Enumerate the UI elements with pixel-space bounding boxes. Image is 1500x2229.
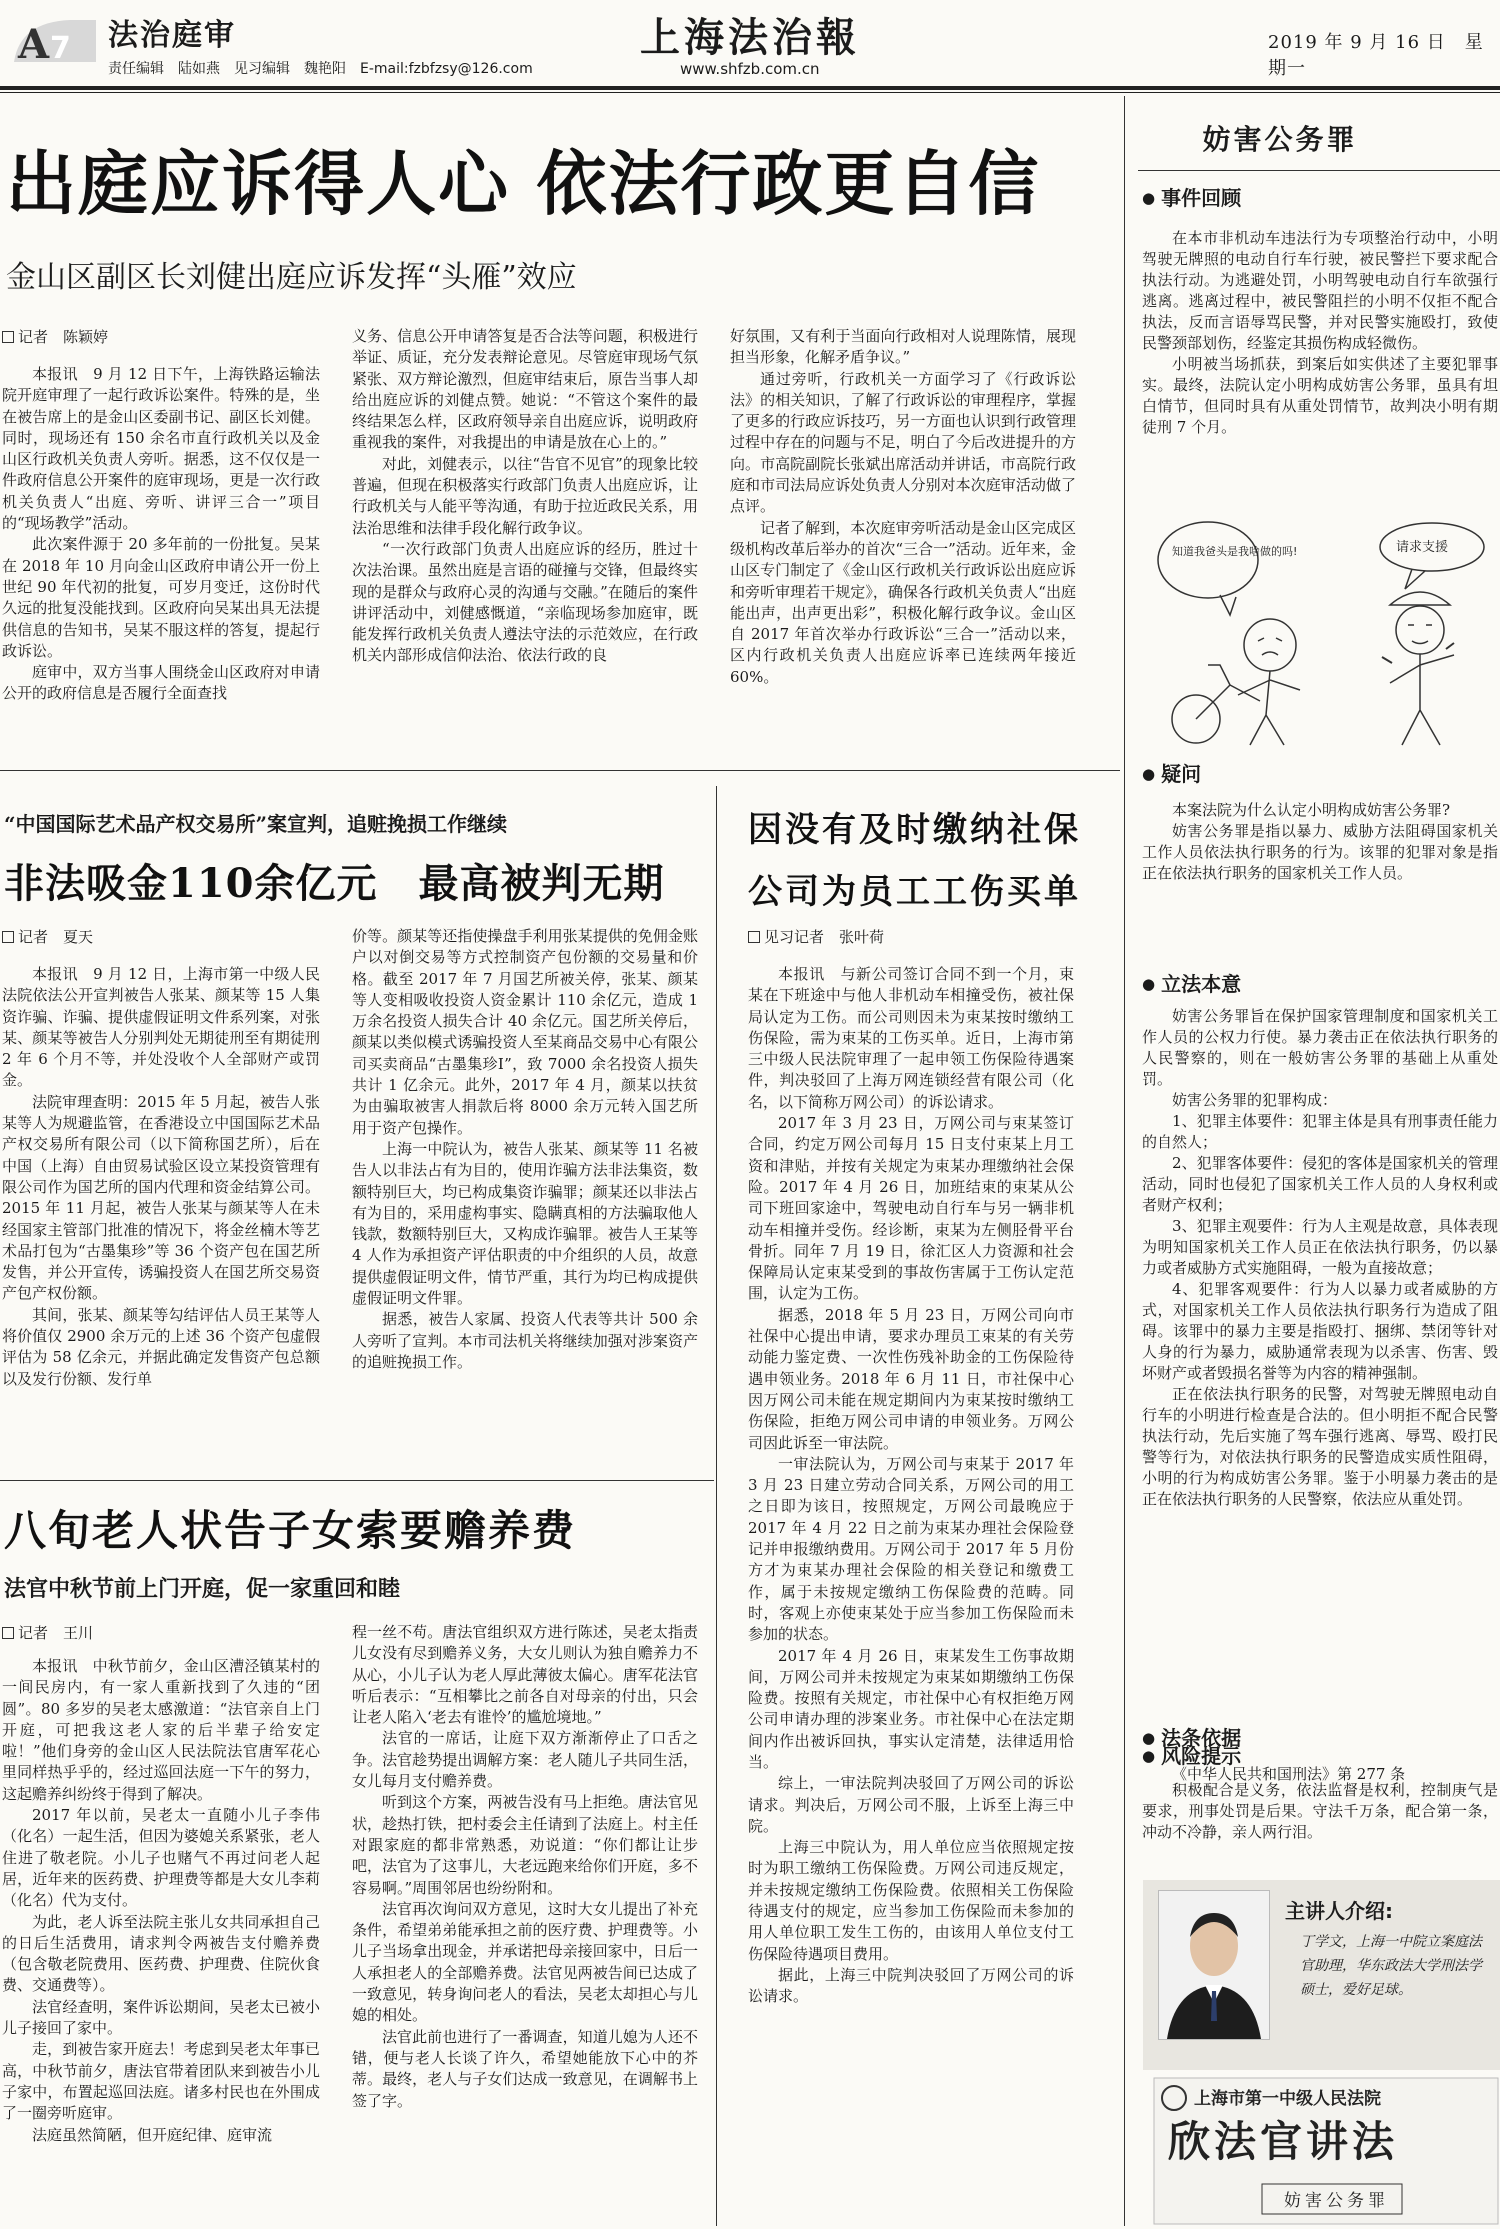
story4-byline-text: 记者 王川 [18,1624,94,1642]
paragraph: 妨害公务罪是指以暴力、威胁方法阻碍国家机关工作人员依法执行职务的行为。该罪的犯罪对象是指正在依法执行职务的国家机关工作人员。 [1142,822,1498,882]
sidebar-heading-legal-basis: ● 法条依据 [1142,1722,1241,1751]
paragraph: 上海一中院认为，被告人张某、颜某等 11 名被告人以非法占有为目的，使用诈骗方法非法集资，数额特别巨大，均已构成集资诈骗罪；颜某还以非法占有为目的，采用虚构事实、隐瞒真相的方法骗取他人钱款，数额特别巨大，又构成诈骗罪。被告人王某等 4 人作为承担资产评估职责的中介组织的人员，故意提供虚假证明文件，情节严重，其行为均已构成提供虚假证明文件罪。 [352,1139,698,1308]
story1-column-2 [352,326,698,756]
story2-kicker: “中国国际艺术品产权交易所”案宣判，追赃挽损工作继续 [4,812,508,836]
paragraph: 本报讯 中秋节前夕，金山区漕泾镇某村的一间民房内，有一家人重新找到了久违的“团圆”。80 多岁的吴老太感激道：“法官亲自上门开庭，可把我这老人家的后半辈子给安定啦！”他们身旁的金山区人民法院法官唐军花心里同样热乎乎的，经过巡回法庭一下午的努力，这起赡养纠纷终于得到了解决。 [2,1657,320,1803]
story2-column-1 [2,964,320,1452]
story1-subhead: 金山区副区长刘健出庭应诉发挥“头雁”效应 [6,260,577,295]
column-brand [1152,2076,1500,2226]
brand-title: 欣法官讲法 [1168,2117,1399,2166]
cartoon-illustration [1150,505,1490,750]
paragraph: 积极配合是义务，依法监督是权利，控制庚气是要求，刑事处罚是后果。守法千万条，配合第一条，冲动不冷静，亲人两行泪。 [1142,1781,1498,1841]
byline-box-icon [2,331,14,343]
paragraph: 听到这个方案，两被告没有马上拒绝。唐法官见状，趁热打铁，把村委会主任请到了法庭上。村主任对跟家庭的都非常熟悉，劝说道：“你们都让让步吧，法官为了这事儿，大老远跑来给你们开庭，多不容易啊。”周围邻居也纷纷附和。 [352,1793,698,1897]
newspaper-url[interactable]: www.shfzb.com.cn [680,60,820,78]
story3-byline-text: 见习记者 张叶荷 [764,928,885,946]
sidebar-title: 妨害公务罪 [1202,123,1358,156]
story3-divider [716,786,717,2226]
byline-box-icon [2,1627,14,1639]
newspaper-logo: 上海法治報 [640,14,860,61]
paragraph: 法官经查明，案件诉讼期间，吴老太已被小儿子接回了家中。 [2,1997,320,2038]
story2-byline-text: 记者 夏天 [18,928,94,946]
byline-box-icon [748,931,760,943]
story3-headline-line2: 公司为员工工伤买单 [748,872,1081,912]
story1-byline-text: 记者 陈颖婷 [18,328,109,346]
paragraph: 妨害公务罪的犯罪构成： [1172,1091,1338,1109]
story4-column-1 [2,1656,320,2226]
story4-subhead: 法官中秋节前上门开庭，促一家重回和睦 [4,1576,401,1602]
paragraph: 法官再次询问双方意见，这时大女儿提出了补充条件，希望弟弟能承担之前的医疗费、护理费等。小儿子当场拿出现金，并承诺把母亲接回家中，日后一人承担老人的全部赡养费。法官见两被告间已达成了一致意见，转身询问老人的看法，吴老太却担心与儿媳的相处。 [352,1899,698,2025]
paragraph: 本报讯 9 月 12 日，上海市第一中级人民法院依法公开宣判被告人张某、颜某等 15 人集资诈骗、诈骗、提供虚假证明文件系列案，对张某、颜某等被告人分别判处无期徒刑至有期徒刑 2 年 6 个月不等，并处没收个人全部财产或罚金。 [2,965,320,1090]
story3-column [748,964,1074,2226]
paragraph: 此次案件源于 20 多年前的一份批复。吴某在 2018 年 10 月向金山区政府申请公开一份上世纪 90 年代初的批复，可岁月变迁，这份时代久远的批复没能找到。区政府向吴某出具无法提供信息的告知书，吴某不服这样的答复，提起行政诉讼。 [2,535,320,660]
story3-headline-line1: 因没有及时缴纳社保 [748,810,1081,850]
paragraph: 2、犯罪客体要件：侵犯的客体是国家机关的管理活动，同时也侵犯了国家机关工作人员的人身权利或者财产权利； [1142,1154,1498,1214]
story1-headline: 出庭应诉得人心 依法行政更自信 [6,142,1041,225]
paragraph: 正在依法执行职务的民警，对驾驶无牌照电动自行车的小明进行检查是合法的。但小明拒不配合民警执法行动，先后实施了驾车强行逃离、辱骂、殴打民警等行为，对依法执行职务的民警造成实质性阻碍，小明的行为构成妨害公务罪。鉴于小明暴力袭击的是正在依法执行职务的人民警察，依法应从重处罚。 [1142,1385,1498,1508]
story2-rule [0,1480,714,1481]
paragraph: 3、犯罪主观要件：行为人主观是故意，具体表现为明知国家机关工作人员正在依法执行职务，仍以暴力或者威胁方式实施阻碍，一般为直接故意； [1142,1217,1498,1277]
story2-byline [2,926,93,947]
paragraph: 程一丝不苟。唐法官组织双方进行陈述，吴老太指责儿女没有尽到赡养义务，大女儿则认为独自赡养力不从心，小儿子认为老人厚此薄彼太偏心。唐军花法官听后表示：“互相攀比之前各自对母亲的付出，只会让老人陷入‘老去有谁怜’的尴尬境地。” [352,1623,698,1727]
sidebar-heading-legislative-intent: ● 立法本意 [1142,968,1241,997]
byline-box-icon [2,931,14,943]
paragraph: 通过旁听，行政机关一方面学习了《行政诉讼法》的相关知识，了解了行政诉讼的审理程序，掌握了更多的行政应诉技巧，另一方面也认识到行政管理过程中存在的问题与不足，明白了今后改进提升的方向。市高院副院长张斌出席活动并讲话，市高院行政庭和市司法局应诉处负责人分别对本次庭审活动做了点评。 [730,369,1076,516]
paragraph: 义务、信息公开申请答复是否合法等问题，积极进行举证、质证，充分发表辩论意见。尽管庭审现场气氛紧张、双方辩论激烈，但庭审结束后，原告当事人却给出庭应诉的刘健点赞。她说：“不管这个案件的最终结果怎么样，区政府领导亲自出庭应诉，说明政府重视我的案件，对我提出的申请是放在心上的。” [352,327,698,452]
story1-column-1 [2,364,320,756]
speaker-photo [1158,1890,1270,2040]
brand-subtitle: 妨害公务罪 [1284,2191,1389,2211]
paragraph: 法官此前也进行了一番调查，知道儿媳为人还不错，便与老人长谈了许久，希望她能放下心中的芥蒂。最终，老人与子女们达成一致意见，在调解书上签了字。 [352,2027,698,2110]
story2-column-2 [352,926,698,1452]
paragraph: 综上，一审法院判决驳回了万网公司的诉讼请求。判决后，万网公司不服，上诉至上海三中院。 [748,1774,1074,1835]
paragraph: 走，到被告家开庭去！考虑到吴老太年事已高，中秋节前夕，唐法官带着团队来到被告小儿子家中，布置起巡回法庭。诸多村民也在外围成了一圈旁听庭审。 [2,2040,320,2123]
paragraph: 1、犯罪主体要件：犯罪主体是具有刑事责任能力的自然人； [1142,1112,1498,1151]
paragraph: 2017 年以前，吴老太一直随小儿子李伟（化名）一起生活，但因为婆媳关系紧张，老人住进了敬老院。小儿子也赌气不再过问老人起居，近年来的医药费、护理费等都是大女儿李莉（化名）代为支付。 [2,1806,320,1910]
story4-byline [2,1622,93,1643]
cartoon-bubble-text-1: 知道我爸头是我啥做的吗! [1172,545,1298,558]
paragraph: 对此，刘健表示，以往“告官不见官”的现象比较普遍，但现在积极落实行政部门负责人出庭应诉，让行政机关与人能平等沟通，有助于拉近政民关系，用法治思维和法律手段化解行政争议。 [352,454,698,537]
speaker-title: 主讲人介绍: [1285,1899,1393,1923]
paragraph: 据悉，被告人家属、投资人代表等共计 500 余人旁听了宣判。本市司法机关将继续加强对涉案资产的追赃挽损工作。 [352,1310,698,1371]
speech-bubble-1 [1158,522,1258,598]
paragraph: 《中华人民共和国刑法》第 277 条 [1172,1765,1406,1783]
paragraph: 价等。颜某等还指使操盘手利用张某提供的免佣金账户以对倒交易等方式控制资产包份额的交易量和价格。截至 2017 年 7 月国艺所被关停，张某、颜某等人变相吸收投资人资金累计 110 余亿元，造成 1 万余名投资人损失合计 40 余亿元。国艺所关停后，颜某以类似模式诱骗投资人至某商品交易中心有限公司买卖商品“古墨集珍Ⅰ”，致 7000 余名投资人损失共计 1 亿余元。此外，2017 年 4 月，颜某以扶贫为由骗取被害人捐款后将 8000 余万元转入国艺所用于资产包操作。 [352,927,698,1137]
story3-byline [748,926,884,947]
issue-date: 2019 年 9 月 16 日 星期一 [1268,32,1484,79]
paragraph: 妨害公务罪旨在保护国家管理制度和国家机关工作人员的公权力行使。暴力袭击正在依法执行职务的人民警察的，则在一般妨害公务罪的基础上从重处罚。 [1142,1007,1498,1088]
paragraph: 在本市非机动车违法行为专项整治行动中，小明驾驶无牌照的电动自行车行驶，被民警拦下要求配合执法行动。为逃避处罚，小明驾驶电动自行车欲强行逃离。逃离过程中，被民警阻拦的小明不仅拒不配合执法，反而言语辱骂民警，并对民警实施殴打，致使民警颈部划伤，经鉴定其损伤构成轻微伤。 [1142,229,1498,352]
masthead-rule-thin [0,92,1500,93]
sidebar-question-text [1142,800,1498,884]
paragraph: 本报讯 9 月 12 日下午，上海铁路运输法院开庭审理了一起行政诉讼案件。特殊的是，坐在被告席上的是金山区委副书记、副区长刘健。同时，现场还有 150 余名市直行政机关以及金山区行政机关负责人旁听。据悉，这不仅仅是一件政府信息公开案件的庭审现场，更是一次行政机关负责人“出庭、旁听、讲评三合一”项目的“现场教学”活动。 [2,365,320,533]
paragraph: 一审法院认为，万网公司与束某于 2017 年 3 月 23 日建立劳动合同关系，万网公司的用工之日即为该日，按照规定，万网公司最晚应于 2017 年 4 月 22 日之前为束某办理社会保险登记并申报缴纳费用。万网公司于 2017 年 5 月份方才为束某办理社会保险的相关登记和缴费工作，属于未按规定缴纳工伤保险费的范畴。同时，客观上亦使束某处于应当参加工伤保险而未参加的状态。 [748,1454,1074,1644]
paragraph: 好氛围，又有利于当面向行政相对人说理陈情，展现担当形象，化解矛盾争议。” [730,327,1076,367]
sidebar-review-text [1142,228,1498,438]
page-letter: A [18,21,50,66]
paragraph: “一次行政部门负责人出庭应诉的经历，胜过十次法治课。虽然出庭是言语的碰撞与交锋，但最终实现的是群众与政府心灵的沟通与交融。”在随后的案件讲评活动中，刘健感慨道，“亲临现场参加庭审，既能发挥行政机关负责人遵法守法的示范效应，在行政机关内部形成信仰法治、依法行政的良 [352,539,698,665]
story4-column-2 [352,1622,698,2226]
paragraph: 法院审理查明：2015 年 5 月起，被告人张某等人为规避监管，在香港设立中国国际艺术品产权交易所有限公司（以下简称国艺所），后在中国（上海）自由贸易试验区设立某投资管理有限公司作为国艺所的国内代理和资金结算公司。2015 年 11 月起，被告人张某与颜某等人在未经国家主管部门批准的情况下，将金丝楠木等艺术品打包为“古墨集珍”等 36 个资产包在国艺所发售，并公开宣传，诱骗投资人在国艺所交易资产包产权份额。 [2,1092,320,1303]
sidebar-divider [1124,96,1125,2226]
story2-headline: 非法吸金110余亿元 最高被判无期 [4,860,665,907]
paragraph: 上海三中院认为，用人单位应当依照规定按时为职工缴纳工伤保险费。万网公司违反规定，并未按规定缴纳工伤保险费。依照相关工伤保险待遇支付的规定，应当参加工伤保险而未参加的用人单位职工发生工伤的，由该用人单位支付工伤保险待遇项目费用。 [748,1838,1074,1963]
paragraph: 庭审中，双方当事人围绕金山区政府对申请公开的政府信息是否履行全面查找 [2,663,320,703]
sidebar-heading-risk-tips: ● 风险提示 [1142,1740,1241,1769]
story1-column-3 [730,326,1076,756]
cartoon-bubble-text-2: 请求支援 [1396,540,1449,555]
paragraph: 4、犯罪客观要件：行为人以暴力或者威胁的方式，对国家机关工作人员依法执行职务行为造成了阻碍。该罪中的暴力主要是指殴打、捆绑、禁闭等针对人身的行为暴力，威胁通常表现为以杀害、伤害、毁坏财产或者毁损名誉等为内容的精神强制。 [1142,1280,1498,1382]
sidebar-intent-text [1142,1006,1498,1510]
paragraph: 法庭虽然简陋，但开庭纪律、庭审流 [32,2125,273,2144]
paragraph: 记者了解到，本次庭审旁听活动是金山区完成区级机构改革后举办的首次“三合一”活动。近年来，金山区专门制定了《金山区行政机关行政诉讼出庭应诉和旁听审理若干规定》，确保各行政机关负责人“出庭能出声，出声更出彩”，积极化解行政争议。金山区自 2017 年首次举办行政诉讼“三合一”活动以来，区内行政机关负责人出庭应诉率已连续两年接近 60%。 [730,518,1076,686]
sidebar-heading-review: ● 事件回顾 [1142,182,1241,211]
paragraph: 小明被当场抓获，到案后如实供述了主要犯罪事实。最终，法院认定小明构成妨害公务罪，虽具有坦白情节，但同时具有从重处罚情节，故判决小明有期徒刑 7 个月。 [1142,355,1498,436]
paragraph: 据悉，2018 年 5 月 23 日，万网公司向市社保中心提出申请，要求办理员工束某的有关劳动能力鉴定费、一次性伤残补助金的工伤保险待遇申领业务。2018 年 6 月 11 日，市社保中心因万网公司未能在规定期间内为束某按时缴纳工伤保险，拒绝万网公司申请的申领业务。万网公司因此诉至一审法院。 [748,1305,1074,1452]
editor-credits: 责任编辑 陆如燕 见习编辑 魏艳阳 E-mail:fzbfzsy@126.com [108,61,533,77]
section-title: 法治庭审 [108,18,236,53]
page-number-badge [10,14,98,66]
sidebar-risk-text [1142,1780,1498,1843]
sidebar-title-rule [1138,170,1500,171]
paragraph: 其间，张某、颜某等勾结评估人员王某等人将价值仅 2900 余万元的上述 36 个资产包虚假评估为 58 亿余元，并据此确定发售资产包总额以及发行份额、发行单 [2,1305,320,1388]
masthead-rule [0,86,1500,90]
page-digit: 7 [50,31,71,66]
paragraph: 本报讯 与新公司签订合同不到一个月，束某在下班途中与他人非机动车相撞受伤，被社保局认定为工伤。而公司则因未为束某按时缴纳工伤保险，需为束某的工伤买单。近日，上海市第三中级人民法院审理了一起申领工伤保险待遇案件，判决驳回了上海万网连锁经营有限公司（化名，以下简称万网公司）的诉讼请求。 [748,965,1074,1111]
paragraph: 2017 年 4 月 26 日，束某发生工伤事故期间，万网公司并未按规定为束某如期缴纳工伤保险费。按照有关规定，市社保中心有权拒绝万网公司申请办理的涉案业务。市社保中心在法定期间内作出被诉回执，事实认定清楚，法律适用恰当。 [748,1646,1074,1771]
brand-court-name: 上海市第一中级人民法院 [1194,2089,1381,2109]
paragraph: 法官的一席话，让庭下双方渐渐停止了口舌之争。法官趁势提出调解方案：老人随儿子共同生活，女儿每月支付赡养费。 [352,1729,698,1791]
sidebar-heading-question: ● 疑问 [1142,758,1201,787]
paragraph: 本案法院为什么认定小明构成妨害公务罪? [1172,801,1451,819]
story1-byline [2,326,108,347]
speaker-bio: 丁学文，上海一中院立案庭法官助理，华东政法大学刑法学硕士，爱好足球。 [1300,1934,1482,1998]
paragraph: 2017 年 3 月 23 日，万网公司与束某签订合同，约定万网公司每月 15 日支付束某上月工资和津贴，并按有关规定为束某办理缴纳社会保险。2017 年 4 月 26 日，加班结束的束某从公司下班回家途中，驾驶电动自行车与另一辆非机动车相撞并受伤。经诊断，束某为左侧胫骨平台骨折。同年 7 月 19 日，徐汇区人力资源和社会保障局认定束某受到的事故伤害属于工伤认定范围，认定为工伤。 [748,1114,1074,1303]
story1-rule [0,770,1120,771]
paragraph: 据此，上海三中院判决驳回了万网公司的诉讼请求。 [748,1965,1074,2006]
paragraph: 为此，老人诉至法院主张儿女共同承担自己的日后生活费用，请求判令两被告支付赡养费（包含敬老院费用、医药费、护理费、住院伙食费、交通费等）。 [2,1912,320,1995]
story4-headline: 八旬老人状告子女索要赡养费 [4,1506,577,1555]
